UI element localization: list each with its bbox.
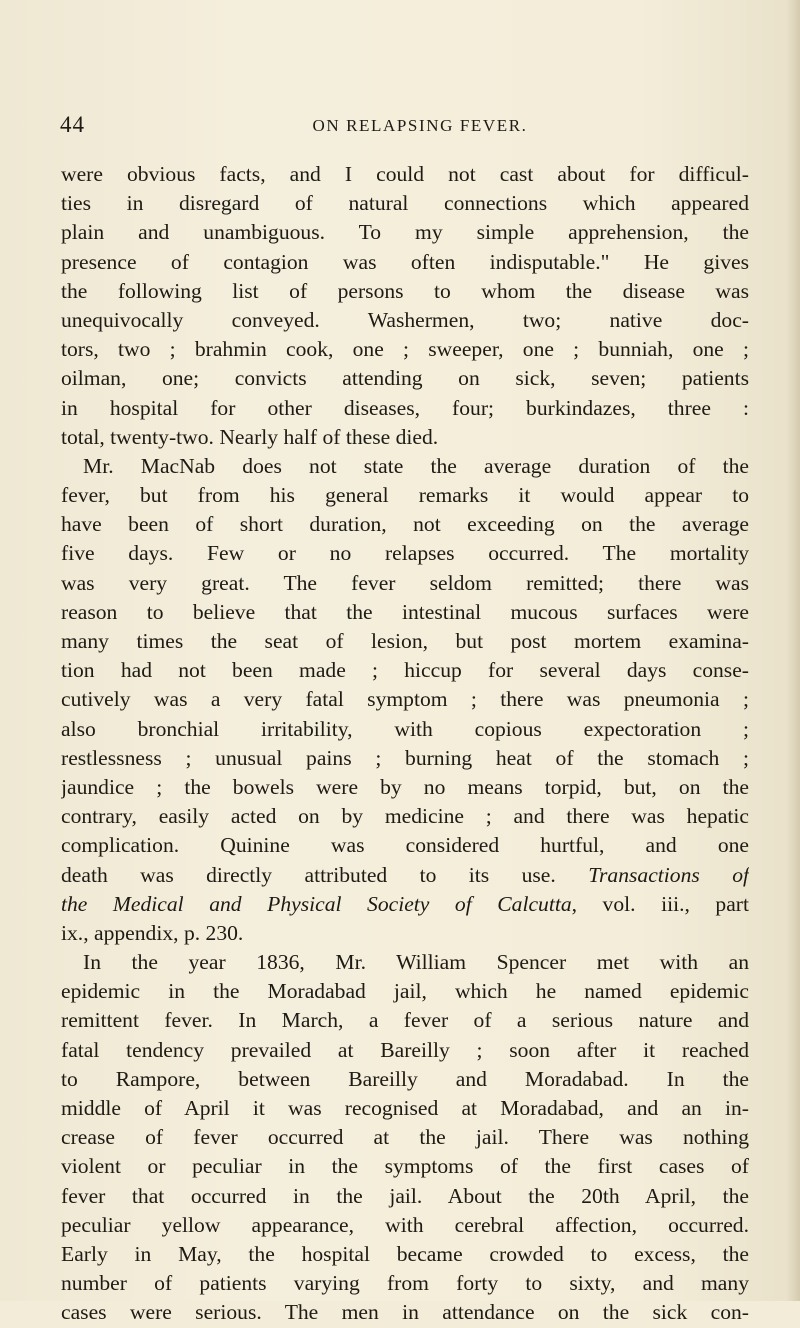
text-line-content: presence of contagion was often indisputable." He gives — [61, 249, 749, 274]
text-line-content: ties in disregard of natural connections which appeared — [61, 191, 749, 216]
text-line-content: peculiar yellow appearance, with cerebral affection, occurred. — [61, 1212, 749, 1237]
text-line — [61, 1240, 749, 1269]
text-line-content: ix., appendix, p. 230. — [61, 920, 244, 945]
text-line — [61, 423, 749, 452]
text-line — [61, 277, 749, 306]
text-line — [61, 656, 749, 685]
text-line — [61, 1298, 749, 1327]
page-number: 44 — [60, 112, 85, 137]
text-line-content: cutively was a very fatal symptom ; there was pneumonia ; — [61, 687, 749, 712]
text-line-content: crease of fever occurred at the jail. There was nothing — [61, 1125, 749, 1150]
text-line — [61, 685, 749, 714]
text-line — [61, 977, 749, 1006]
text-line-content: restlessness ; unusual pains ; burning heat of the stomach ; — [61, 745, 749, 770]
text-line-content: epidemic in the Moradabad jail, which he named epidemic — [61, 979, 749, 1004]
text-line — [61, 802, 749, 831]
text-line-content: the following list of persons to whom the disease was — [61, 278, 749, 303]
text-line-content: to Rampore, between Bareilly and Moradabad. In the — [61, 1066, 749, 1091]
text-line-content: many times the seat of lesion, but post mortem examina- — [61, 629, 749, 653]
text-line-content: fever that occurred in the jail. About the 20th April, the — [61, 1183, 749, 1208]
text-line-content: also bronchial irritability, with copious expectoration ; — [61, 716, 749, 741]
text-line — [61, 452, 749, 481]
page-header — [60, 112, 750, 142]
text-line — [61, 1269, 749, 1298]
text-line — [61, 1094, 749, 1123]
text-line-content: jaundice ; the bowels were by no means torpid, but, on the — [61, 774, 749, 799]
text-line — [61, 919, 749, 948]
text-line-content: tion had not been made ; hiccup for several days conse- — [61, 658, 749, 683]
text-line — [61, 189, 749, 218]
text-line — [61, 1123, 749, 1152]
text-line-content: In the year 1836, Mr. William Spencer met with an — [83, 950, 749, 975]
text-line-content: cases were serious. The men in attendance on the sick con- — [61, 1300, 749, 1325]
text-line-content: the Medical and Physical Society of Calcutta, vol. iii., part — [61, 891, 749, 916]
text-line-content: five days. Few or no relapses occurred. The mortality — [61, 541, 749, 566]
text-line-content: fatal tendency prevailed at Bareilly ; soon after it reached — [61, 1037, 749, 1062]
text-line-content: oilman, one; convicts attending on sick, seven; patients — [61, 366, 749, 391]
text-line-content: reason to believe that the intestinal mucous surfaces were — [61, 599, 749, 624]
text-line-content: complication. Quinine was considered hurtful, and one — [61, 833, 749, 858]
text-line — [61, 160, 749, 189]
text-line-content: Early in May, the hospital became crowded to excess, the — [61, 1241, 749, 1266]
text-line — [61, 364, 749, 393]
text-line — [61, 1211, 749, 1240]
text-line — [61, 773, 749, 802]
text-line — [61, 715, 749, 744]
text-line — [61, 394, 749, 423]
text-line — [61, 890, 749, 919]
text-line — [61, 598, 749, 627]
text-line — [61, 948, 749, 977]
text-line-content: have been of short duration, not exceeding on the average — [61, 512, 749, 537]
text-line-content: in hospital for other diseases, four; burkindazes, three : — [61, 395, 749, 420]
text-line — [61, 335, 749, 364]
text-line — [61, 248, 749, 277]
page-edge-shadow — [786, 0, 800, 1301]
text-line-content: violent or peculiar in the symptoms of the first cases of — [61, 1154, 749, 1179]
text-line — [61, 510, 749, 539]
text-line — [61, 539, 749, 568]
text-line-content: death was directly attributed to its use. — [61, 862, 556, 887]
text-line-content: unequivocally conveyed. Washermen, two; native doc- — [61, 307, 749, 332]
text-line-content: remittent fever. In March, a fever of a serious nature and — [61, 1008, 749, 1033]
text-line — [61, 831, 749, 860]
text-line-content: was very great. The fever seldom remitted; there was — [61, 570, 749, 595]
body-text — [61, 160, 749, 1328]
text-line — [61, 627, 749, 656]
text-line-content: plain and unambiguous. To my simple apprehension, the — [61, 220, 749, 245]
text-line — [61, 744, 749, 773]
text-line-content: total, twenty-two. Nearly half of these died. — [61, 424, 439, 449]
text-line — [61, 861, 749, 890]
text-line — [61, 1006, 749, 1035]
text-line — [61, 481, 749, 510]
text-line-content: middle of April it was recognised at Moradabad, and an in- — [61, 1096, 749, 1120]
text-line — [61, 569, 749, 598]
text-line — [61, 218, 749, 247]
text-line-content: Mr. MacNab does not state the average duration of the — [83, 453, 749, 478]
text-line — [61, 306, 749, 335]
text-line-content: fever, but from his general remarks it would appear to — [61, 483, 749, 508]
running-head: ON RELAPSING FEVER. — [312, 116, 528, 135]
citation-title: Transactions of — [588, 862, 749, 887]
text-line — [61, 1152, 749, 1181]
text-line — [61, 1182, 749, 1211]
text-line-content: tors, two ; brahmin cook, one ; sweeper, one ; bunniah, one ; — [61, 337, 749, 362]
text-line-content: number of patients varying from forty to sixty, and many — [61, 1271, 749, 1296]
text-line-content: contrary, easily acted on by medicine ; and there was hepatic — [61, 804, 749, 829]
text-line-content: were obvious facts, and I could not cast about for difficul- — [61, 162, 749, 186]
text-line — [61, 1036, 749, 1065]
text-line — [61, 1065, 749, 1094]
